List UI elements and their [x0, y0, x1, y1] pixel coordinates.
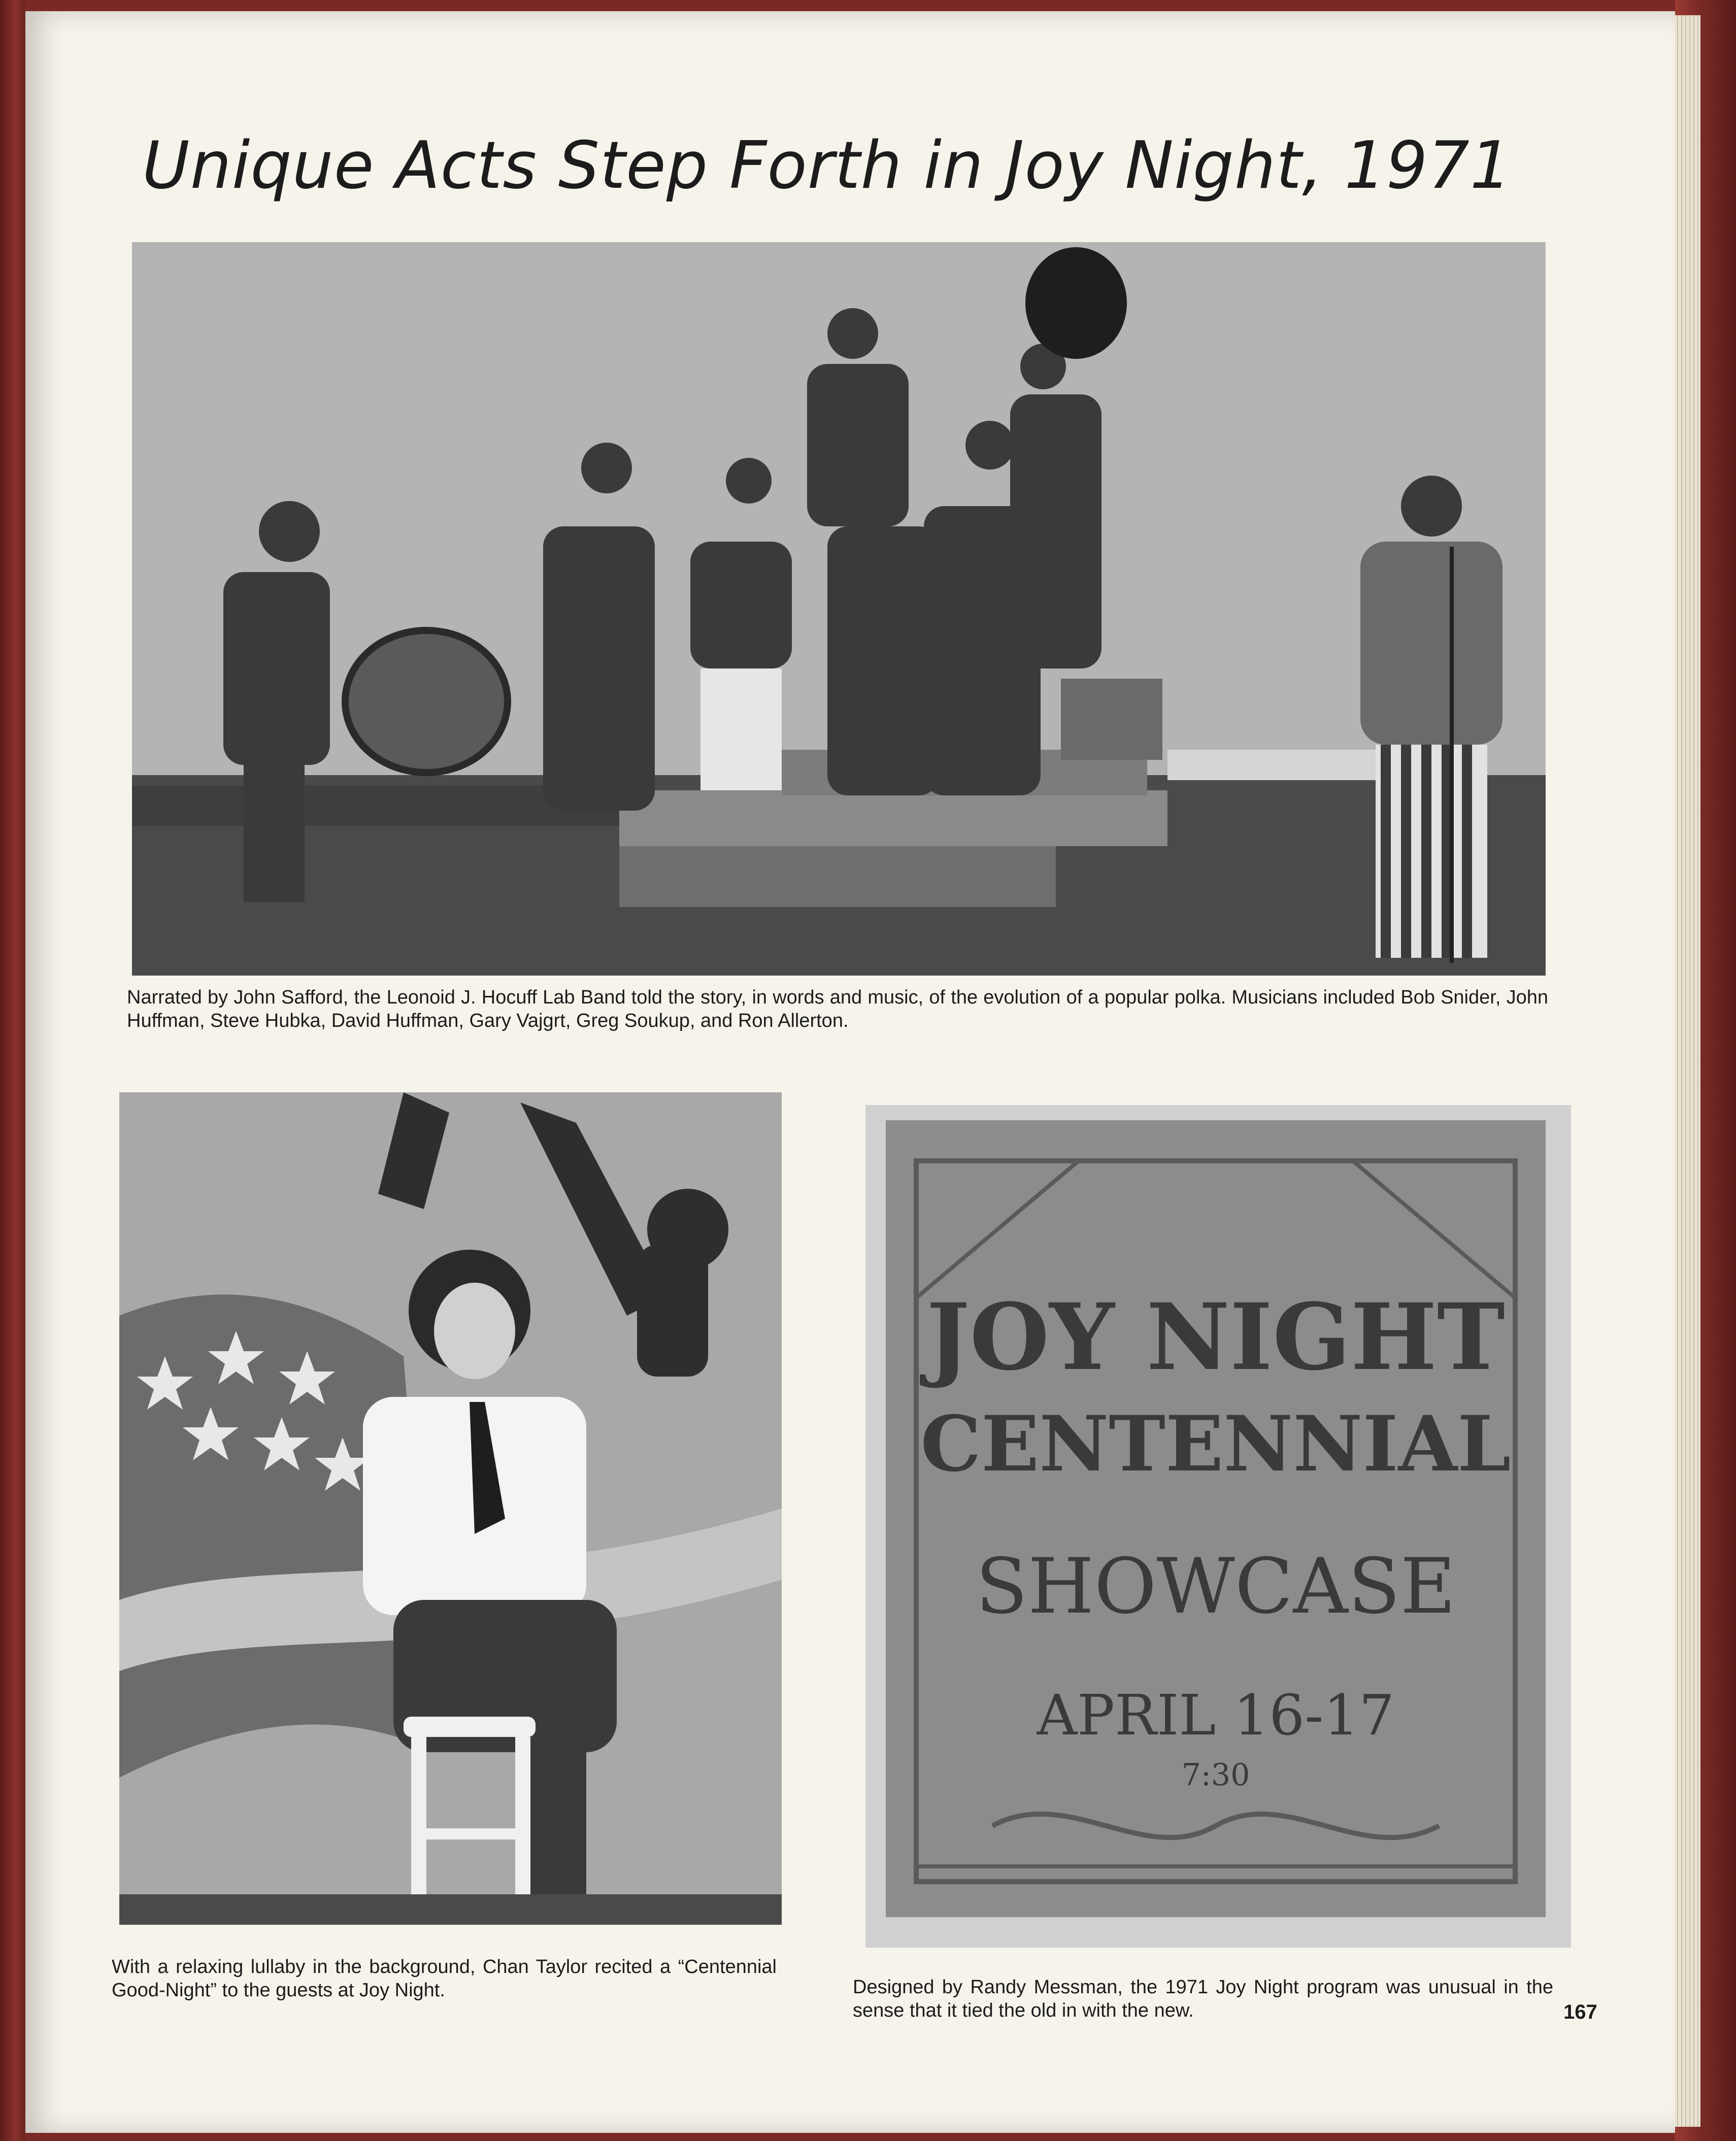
program-date: APRIL 16-17 [1037, 1683, 1395, 1748]
program-title-line1: JOY NIGHT [926, 1284, 1505, 1391]
program-time: 7:30 [1181, 1757, 1250, 1793]
program-photo-caption: Designed by Randy Messman, the 1971 Joy Night program was unusual in the sense that it tied the old in with the new. [853, 1977, 1553, 2021]
program-photo [865, 1105, 1571, 1948]
lullaby-photo-caption: With a relaxing lullaby in the background, Chan Taylor recited a “Centennial Good-Night” to the guests at Joy Night. [112, 1956, 777, 2001]
yearbook-page [25, 11, 1675, 2133]
book-cover-left [0, 0, 25, 2141]
band-photo [132, 242, 1546, 976]
lullaby-photo [119, 1092, 782, 1925]
program-title-line2: CENTENNIAL [920, 1399, 1511, 1489]
page-title: Unique Acts Step Forth in Joy Night, 1971 [142, 128, 1512, 204]
program-title-line3: SHOWCASE [975, 1543, 1456, 1631]
band-photo-caption: Narrated by John Safford, the Leonoid J. Hocuff Lab Band told the story, in words and music, of the evolution of a popular polka. Musicians included Bob Snider, John Huffman, Steve Hubka, David Huffman, Gary Vajgrt, Greg Soukup, and Ron Allerton. [127, 987, 1548, 1031]
page-number: 167 [1563, 2001, 1597, 2023]
